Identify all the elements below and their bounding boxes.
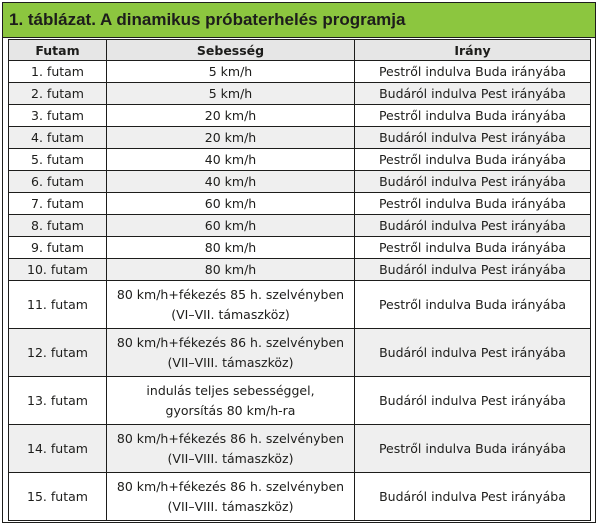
cell-futam: 13. futam — [9, 377, 107, 425]
cell-sebesseg — [107, 473, 355, 521]
cell-sebesseg-line2: (VI–VII. támaszköz) — [171, 306, 290, 322]
table-row — [9, 425, 591, 473]
cell-futam: 5. futam — [9, 149, 107, 171]
table-row — [9, 171, 591, 193]
cell-sebesseg: 5 km/h — [107, 83, 355, 105]
cell-futam: 12. futam — [9, 329, 107, 377]
table-row — [9, 377, 591, 425]
cell-futam: 8. futam — [9, 215, 107, 237]
cell-sebesseg-line1: 80 km/h+fékezés 85 h. szelvényben — [116, 286, 345, 302]
program-table — [8, 39, 591, 521]
cell-irany: Pestről indulva Buda irányába — [355, 237, 591, 259]
header-sebesseg: Sebesség — [107, 40, 355, 61]
cell-irany: Budáról indulva Pest irányába — [355, 127, 591, 149]
cell-irany: Budáról indulva Pest irányába — [355, 377, 591, 425]
cell-sebesseg: 60 km/h — [107, 215, 355, 237]
cell-sebesseg: 40 km/h — [107, 149, 355, 171]
cell-sebesseg-line1: 80 km/h+fékezés 86 h. szelvényben — [116, 334, 345, 350]
cell-irany: Budáról indulva Pest irányába — [355, 215, 591, 237]
cell-futam: 9. futam — [9, 237, 107, 259]
table-row — [9, 61, 591, 83]
cell-irany: Pestről indulva Buda irányába — [355, 61, 591, 83]
cell-sebesseg — [107, 329, 355, 377]
cell-futam: 2. futam — [9, 83, 107, 105]
table-row — [9, 237, 591, 259]
cell-futam: 10. futam — [9, 259, 107, 281]
header-row — [9, 40, 591, 61]
cell-futam: 14. futam — [9, 425, 107, 473]
cell-sebesseg-line2: (VII–VIII. támaszköz) — [167, 498, 294, 514]
cell-irany: Budáról indulva Pest irányába — [355, 171, 591, 193]
cell-sebesseg — [107, 425, 355, 473]
cell-sebesseg-line1: indulás teljes sebességgel, — [146, 382, 315, 398]
cell-sebesseg-line1: 80 km/h+fékezés 86 h. szelvényben — [116, 430, 345, 446]
cell-sebesseg: 80 km/h — [107, 259, 355, 281]
table-frame — [2, 2, 596, 523]
cell-irany: Budáról indulva Pest irányába — [355, 83, 591, 105]
cell-sebesseg: 5 km/h — [107, 61, 355, 83]
cell-sebesseg: 40 km/h — [107, 171, 355, 193]
cell-irany: Pestről indulva Buda irányába — [355, 425, 591, 473]
cell-sebesseg-line1: 80 km/h+fékezés 86 h. szelvényben — [116, 478, 345, 494]
table-row — [9, 473, 591, 521]
table-row — [9, 83, 591, 105]
cell-irany: Pestről indulva Buda irányába — [355, 149, 591, 171]
cell-futam: 6. futam — [9, 171, 107, 193]
table-row — [9, 193, 591, 215]
cell-sebesseg-line2: gyorsítás 80 km/h-ra — [165, 402, 296, 418]
cell-futam: 11. futam — [9, 281, 107, 329]
cell-sebesseg — [107, 281, 355, 329]
cell-sebesseg: 60 km/h — [107, 193, 355, 215]
cell-sebesseg — [107, 377, 355, 425]
table-row — [9, 281, 591, 329]
table-row — [9, 259, 591, 281]
header-futam: Futam — [9, 40, 107, 61]
table-row — [9, 329, 591, 377]
cell-futam: 3. futam — [9, 105, 107, 127]
cell-sebesseg: 20 km/h — [107, 127, 355, 149]
cell-futam: 1. futam — [9, 61, 107, 83]
cell-sebesseg: 80 km/h — [107, 237, 355, 259]
cell-sebesseg-line2: (VII–VIII. támaszköz) — [167, 450, 294, 466]
table-row — [9, 149, 591, 171]
cell-sebesseg-line2: (VII–VIII. támaszköz) — [167, 354, 294, 370]
cell-irany: Budáról indulva Pest irányába — [355, 329, 591, 377]
table-row — [9, 105, 591, 127]
cell-sebesseg: 20 km/h — [107, 105, 355, 127]
table-row — [9, 215, 591, 237]
table-row — [9, 127, 591, 149]
header-irany: Irány — [355, 40, 591, 61]
cell-futam: 4. futam — [9, 127, 107, 149]
cell-irany: Budáról indulva Pest irányába — [355, 259, 591, 281]
cell-futam: 7. futam — [9, 193, 107, 215]
cell-irany: Budáról indulva Pest irányába — [355, 473, 591, 521]
cell-irany: Pestről indulva Buda irányába — [355, 281, 591, 329]
table-title: 1. táblázat. A dinamikus próbaterhelés programja — [3, 3, 595, 38]
cell-futam: 15. futam — [9, 473, 107, 521]
cell-irany: Pestről indulva Buda irányába — [355, 105, 591, 127]
cell-irany: Pestről indulva Buda irányába — [355, 193, 591, 215]
